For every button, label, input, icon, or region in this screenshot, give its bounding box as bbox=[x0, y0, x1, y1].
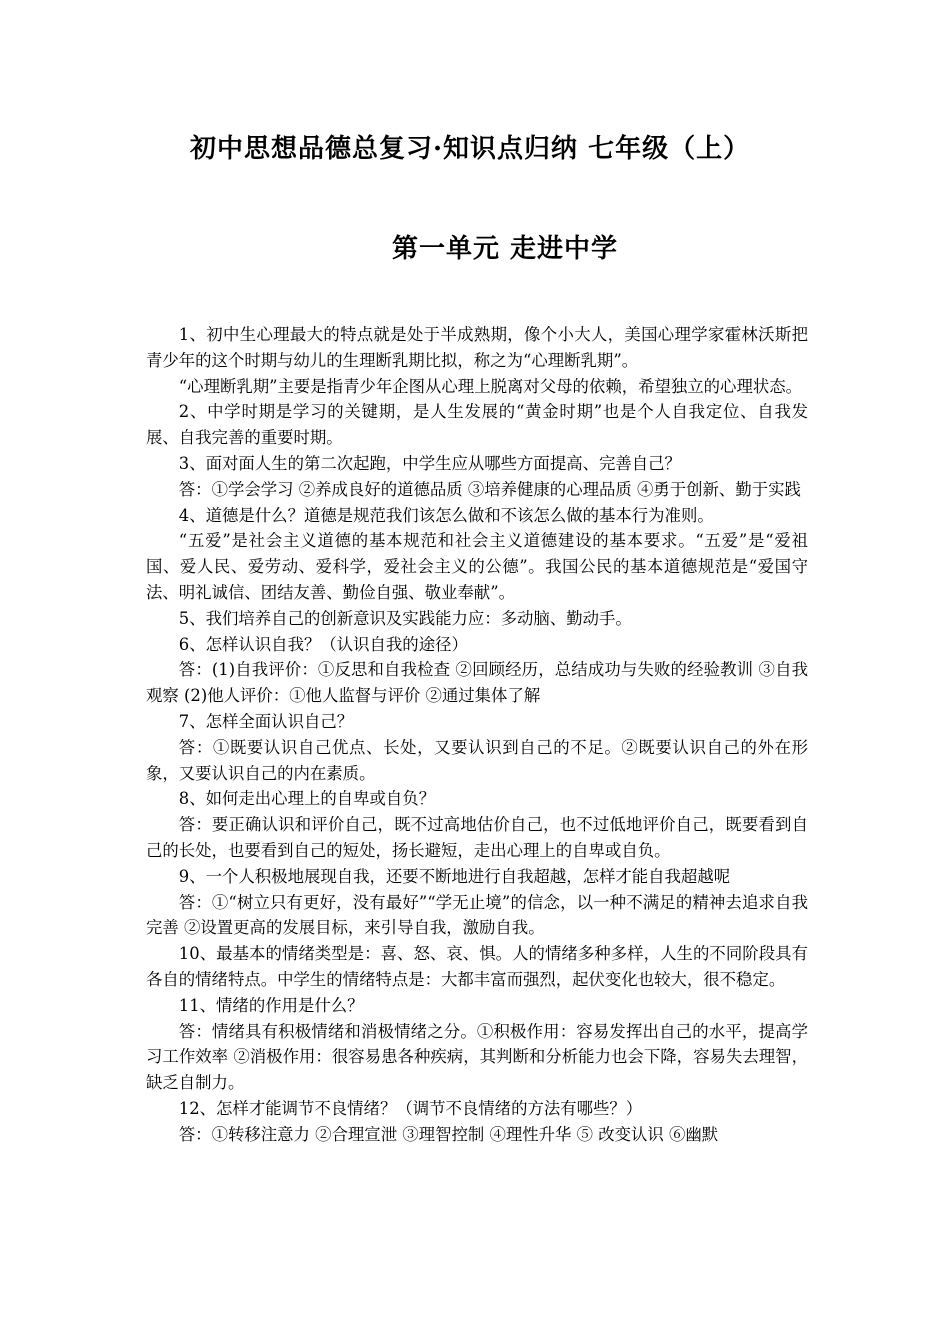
document-body bbox=[146, 322, 808, 1148]
paragraph-5: 答：①学会学习 ②养成良好的道德品质 ③培养健康的心理品质 ④勇于创新、勤于实践 bbox=[178, 479, 801, 499]
unit-title: 第一单元 走进中学 bbox=[391, 234, 619, 264]
paragraph-15: 9、一个人积极地展现自我，还要不断地进行自我超越，怎样才能自我超越呢 bbox=[178, 866, 731, 886]
paragraph-11: 7、怎样全面认识自己？ bbox=[178, 711, 354, 731]
paragraph-8: 5、我们培养自己的创新意识及实践能力应：多动脑、勤动手。 bbox=[178, 608, 632, 628]
paragraph-13: 8、如何走出心理上的自卑或自负？ bbox=[178, 789, 436, 809]
paragraph-9: 6、怎样认识自我？（认识自我的途径） bbox=[178, 634, 468, 654]
paragraph-14: 答：要正确认识和评价自己，既不过高地估价自己，也不过低地评价自己，既要看到自己的长处，也要看到自己的短处，扬长避短，走出心理上的自卑或自负。 bbox=[146, 815, 808, 860]
paragraph-17: 10、最基本的情绪类型是：喜、怒、哀、惧。人的情绪多种多样，人生的不同阶段具有各自的情绪特点。中学生的情绪特点是：大都丰富而强烈，起伏变化也较大，很不稳定。 bbox=[146, 944, 808, 989]
paragraph-6: 4、道德是什么？道德是规范我们该怎么做和不该怎么做的基本行为准则。 bbox=[178, 505, 714, 525]
paragraph-2: “心理断乳期”主要是指青少年企图从心理上脱离对父母的依赖，希望独立的心理状态。 bbox=[178, 376, 803, 396]
paragraph-10: 答：(1)自我评价：①反思和自我检查 ②回顾经历，总结成功与失败的经验教训 ③自我观察 (2)他人评价：①他人监督与评价 ②通过集体了解 bbox=[146, 660, 808, 706]
paragraph-16: 答：①“树立只有更好，没有最好”“学无止境”的信念，以一种不满足的精神去追求自我完善 ②设置更高的发展目标，来引导自我，激励自我。 bbox=[146, 892, 808, 938]
paragraph-4: 3、面对面人生的第二次起跑，中学生应从哪些方面提高、完善自己？ bbox=[178, 453, 681, 473]
document-title: 初中思想品德总复习·知识点归纳 七年级（上） bbox=[190, 134, 751, 164]
paragraph-20: 12、怎样才能调节不良情绪？（调节不良情绪的方法有哪些？） bbox=[178, 1098, 643, 1118]
paragraph-7: “五爱”是社会主义道德的基本规范和社会主义道德建设的基本要求。“五爱”是“爱祖国、爱人民、爱劳动、爱科学，爱社会主义的公德”。我国公民的基本道德规范是“爱国守法、明礼诚信、团结友善、勤俭自强、敬业奉献”。 bbox=[146, 531, 808, 602]
paragraph-18: 11、情绪的作用是什么？ bbox=[178, 995, 364, 1015]
paragraph-3: 2、中学时期是学习的关键期，是人生发展的“黄金时期”也是个人自我定位、自我发展、自我完善的重要时期。 bbox=[146, 402, 808, 448]
paragraph-1: 1、初中生心理最大的特点就是处于半成熟期，像个小大人，美国心理学家霍林沃斯把青少年的这个时期与幼儿的生理断乳期比拟，称之为“心理断乳期”。 bbox=[146, 325, 808, 370]
paragraph-21: 答：①转移注意力 ②合理宣泄 ③理智控制 ④理性升华 ⑤ 改变认识 ⑥幽默 bbox=[178, 1124, 719, 1144]
paragraph-12: 答：①既要认识自己优点、长处，又要认识到自己的不足。②既要认识自己的外在形象，又要认识自己的内在素质。 bbox=[146, 737, 808, 783]
paragraph-19: 答：情绪具有积极情绪和消极情绪之分。①积极作用：容易发挥出自己的水平，提高学习工作效率 ②消极作用：很容易患各种疾病，其判断和分析能力也会下降，容易失去理智，缺乏自制力。 bbox=[146, 1021, 808, 1093]
